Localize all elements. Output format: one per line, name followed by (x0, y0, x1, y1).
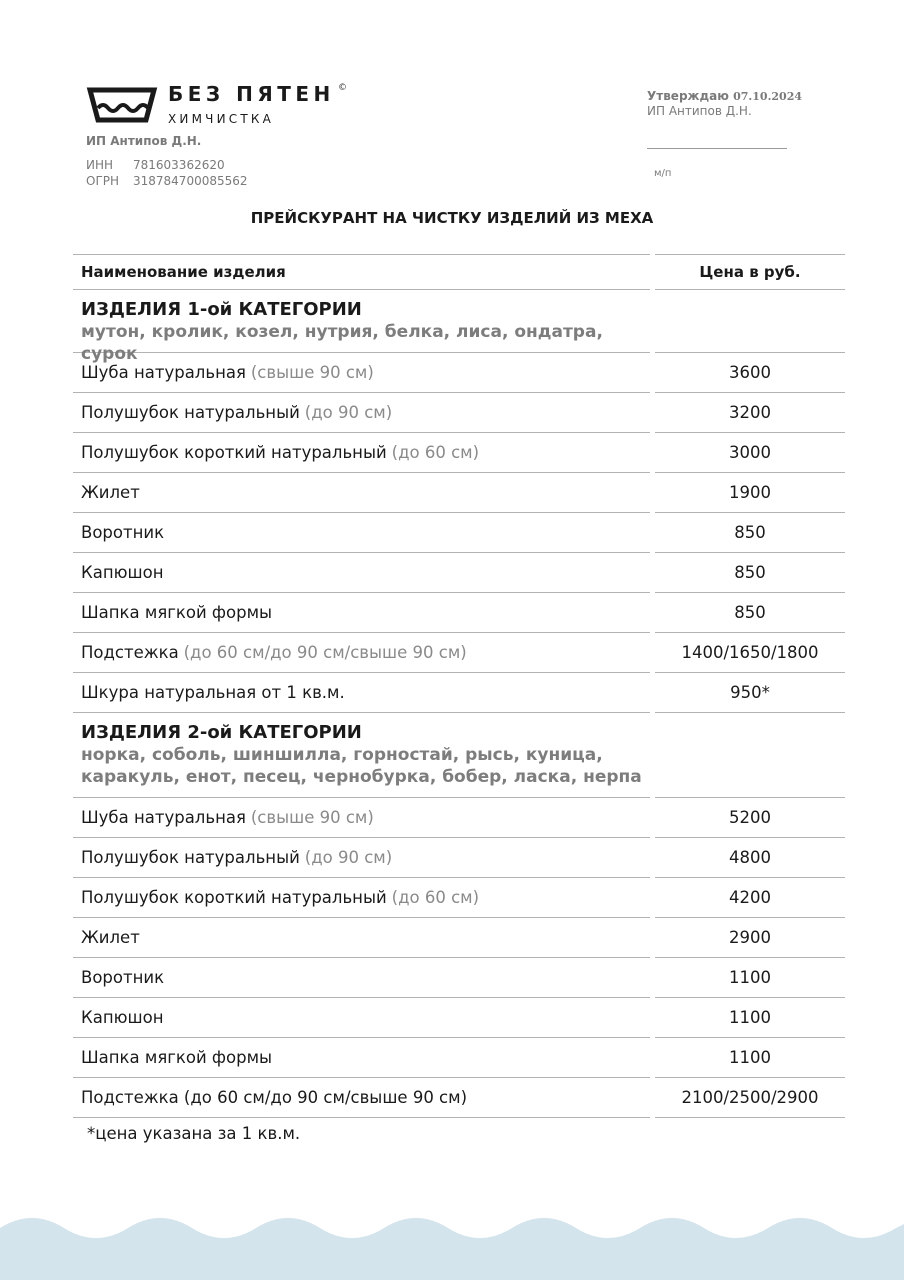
item-name-cell (73, 1078, 650, 1117)
item-price: 4800 (729, 848, 771, 867)
item-name-cell (73, 353, 650, 392)
item-name: Шапка мягкой формы (81, 603, 273, 622)
category-1-description: мутон, кролик, козел, нутрия, белка, лиса, ондатра, сурок (81, 322, 603, 364)
table-row (73, 918, 845, 958)
approval-block (647, 89, 802, 118)
table-row (73, 473, 845, 513)
item-name-cell (73, 473, 650, 512)
ogrn-label: ОГРН (86, 174, 120, 188)
table-row (73, 513, 845, 553)
category-2-title: ИЗДЕЛИЯ 2-ой КАТЕГОРИИ (81, 722, 362, 743)
washing-basin-icon (86, 86, 158, 124)
item-price: 1400/1650/1800 (681, 643, 819, 662)
page-title: ПРЕЙСКУРАНТ НА ЧИСТКУ ИЗДЕЛИЙ ИЗ МЕХА (250, 209, 654, 227)
item-name-cell (73, 918, 650, 957)
item-name-cell (73, 838, 650, 877)
item-name-cell (73, 1038, 650, 1077)
item-name: Шапка мягкой формы (81, 1048, 273, 1067)
item-spec: (свыше 90 см) (250, 363, 374, 382)
table-row (73, 393, 845, 433)
category-2-row (73, 713, 845, 798)
item-price: 850 (734, 603, 766, 622)
approval-heading (647, 89, 802, 103)
item-name-cell (73, 958, 650, 997)
signature-line (647, 148, 787, 149)
ogrn-value: 318784700085562 (133, 174, 248, 188)
copyright-mark: © (338, 83, 347, 93)
item-price: 3600 (729, 363, 771, 382)
stamp-label: м/п (654, 168, 672, 179)
category-1-items (73, 353, 845, 713)
table-row (73, 958, 845, 998)
inn-label: ИНН (86, 158, 114, 172)
item-name: Жилет (81, 928, 140, 947)
item-name-cell (73, 393, 650, 432)
category-1-title: ИЗДЕЛИЯ 1-ой КАТЕГОРИИ (81, 299, 362, 320)
item-name: Подстежка (до 60 см/до 90 см/свыше 90 см) (81, 1088, 468, 1107)
item-name: Полушубок натуральный (81, 848, 300, 867)
item-name-cell (73, 798, 650, 837)
table-row (73, 798, 845, 838)
item-price: 950* (730, 683, 770, 702)
item-price: 850 (734, 563, 766, 582)
item-name: Капюшон (81, 1008, 164, 1027)
item-spec: (до 60 см) (391, 888, 480, 907)
item-price: 1900 (729, 483, 771, 502)
item-name-cell (73, 553, 650, 592)
wave-shape (0, 1218, 904, 1280)
price-table (73, 254, 845, 1118)
table-row (73, 878, 845, 918)
item-spec: (до 60 см/до 90 см/свыше 90 см) (183, 643, 467, 662)
item-price: 4200 (729, 888, 771, 907)
item-spec: (до 90 см) (304, 848, 393, 867)
approval-date: 07.10.2024 (733, 90, 803, 103)
item-price: 1100 (729, 1048, 771, 1067)
table-row (73, 838, 845, 878)
item-name-cell (73, 878, 650, 917)
inn-value: 781603362620 (133, 158, 225, 172)
item-name: Шуба натуральная (81, 363, 246, 382)
table-row (73, 673, 845, 713)
item-spec: (свыше 90 см) (250, 808, 374, 827)
ogrn-row (86, 173, 248, 189)
table-row (73, 433, 845, 473)
category-2-description-line2: каракуль, енот, песец, чернобурка, бобер, ласка, нерпа (81, 767, 642, 787)
item-spec: (до 90 см) (304, 403, 393, 422)
item-price: 3200 (729, 403, 771, 422)
table-row (73, 1078, 845, 1118)
footnote: *цена указана за 1 кв.м. (87, 1124, 301, 1143)
item-name: Воротник (81, 968, 165, 987)
approval-label: Утверждаю (647, 89, 729, 103)
item-name: Капюшон (81, 563, 164, 582)
table-row (73, 998, 845, 1038)
item-name: Шуба натуральная (81, 808, 246, 827)
header-price: Цена в руб. (699, 263, 801, 281)
table-header (73, 254, 845, 290)
header-name: Наименование изделия (81, 263, 286, 281)
table-row (73, 593, 845, 633)
item-spec: (до 60 см) (391, 443, 480, 462)
item-price: 5200 (729, 808, 771, 827)
wave-decoration (0, 1210, 904, 1280)
item-price: 1100 (729, 1008, 771, 1027)
company-owner: ИП Антипов Д.Н. (86, 134, 202, 148)
table-row (73, 353, 845, 393)
company-details (86, 134, 248, 189)
category-1-row (73, 290, 845, 364)
item-name: Жилет (81, 483, 140, 502)
item-name: Полушубок натуральный (81, 403, 300, 422)
item-price: 2900 (729, 928, 771, 947)
category-2-items (73, 798, 845, 1118)
item-price: 3000 (729, 443, 771, 462)
item-name-cell (73, 433, 650, 472)
item-name: Шкура натуральная от 1 кв.м. (81, 683, 345, 702)
brand-name: БЕЗ ПЯТЕН (168, 82, 335, 106)
table-row (73, 633, 845, 673)
item-name: Воротник (81, 523, 165, 542)
category-2-description-line1: норка, соболь, шиншилла, горностай, рысь, куница, (81, 745, 603, 765)
item-name-cell (73, 633, 650, 672)
item-price: 1100 (729, 968, 771, 987)
brand-subtitle: ХИМЧИСТКА (168, 112, 274, 126)
item-price: 2100/2500/2900 (681, 1088, 819, 1107)
table-row (73, 1038, 845, 1078)
item-name-cell (73, 593, 650, 632)
item-name: Полушубок короткий натуральный (81, 888, 387, 907)
item-name-cell (73, 673, 650, 712)
table-row (73, 553, 845, 593)
item-name: Полушубок короткий натуральный (81, 443, 387, 462)
item-name-cell (73, 513, 650, 552)
approval-name: ИП Антипов Д.Н. (647, 104, 752, 118)
item-price: 850 (734, 523, 766, 542)
item-name-cell (73, 998, 650, 1037)
inn-row (86, 157, 248, 173)
item-name: Подстежка (81, 643, 179, 662)
